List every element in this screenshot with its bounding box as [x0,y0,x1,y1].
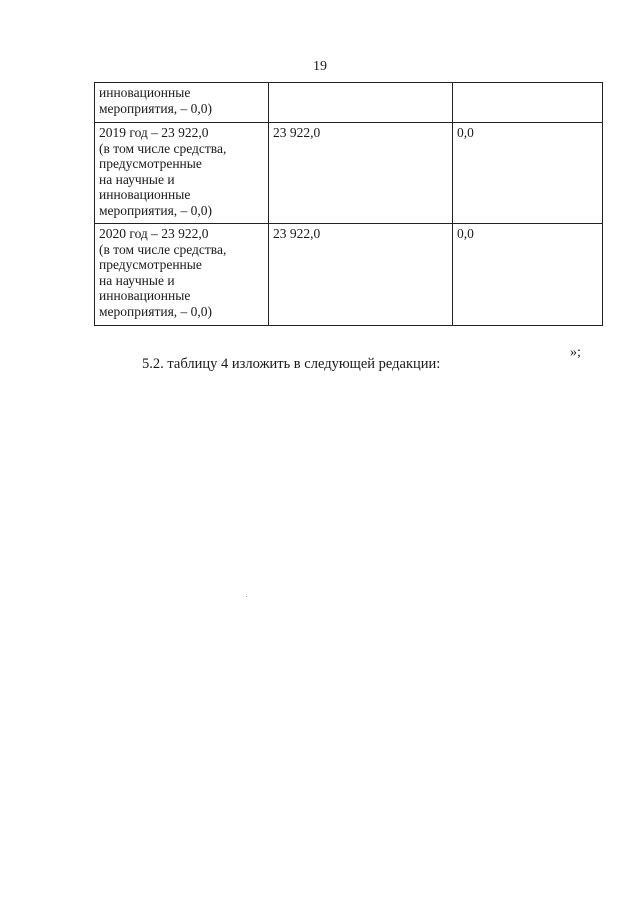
table-row [95,83,603,123]
amendment-paragraph: 5.2. таблицу 4 изложить в следующей редакции: [142,356,441,372]
table-cell-year [95,123,269,224]
table-row [95,224,603,326]
closing-quote: »; [570,345,581,360]
cell-line: (в том числе средства, [99,140,227,156]
cell-line: на научные и [99,272,175,288]
cell-line: инновационные [99,85,191,100]
table-cell-year [95,224,269,326]
budget-table [94,82,603,326]
table-cell-other [453,83,603,123]
page-number: 19 [313,59,327,74]
table-row [95,123,603,224]
table-cell-total: 23 922,0 [269,123,453,224]
cell-line: мероприятия, – 0,0) [99,202,213,218]
cell-line: инновационные [99,187,191,202]
table-cell-total [269,83,453,123]
table-cell-year [95,83,269,123]
cell-line: мероприятия, – 0,0) [99,100,213,116]
cell-line: предусмотренные [99,257,202,272]
cell-line: предусмотренные [99,156,202,171]
table-cell-other: 0,0 [453,123,603,224]
cell-line: (в том числе средства, [99,241,227,257]
scan-speck [246,596,247,597]
cell-line: 2019 год – 23 922,0 [99,125,209,140]
cell-line: 2020 год – 23 922,0 [99,226,209,241]
cell-line: инновационные [99,288,191,303]
cell-line: мероприятия, – 0,0) [99,303,213,319]
cell-line: на научные и [99,171,175,187]
table-cell-total: 23 922,0 [269,224,453,326]
table-cell-other: 0,0 [453,224,603,326]
